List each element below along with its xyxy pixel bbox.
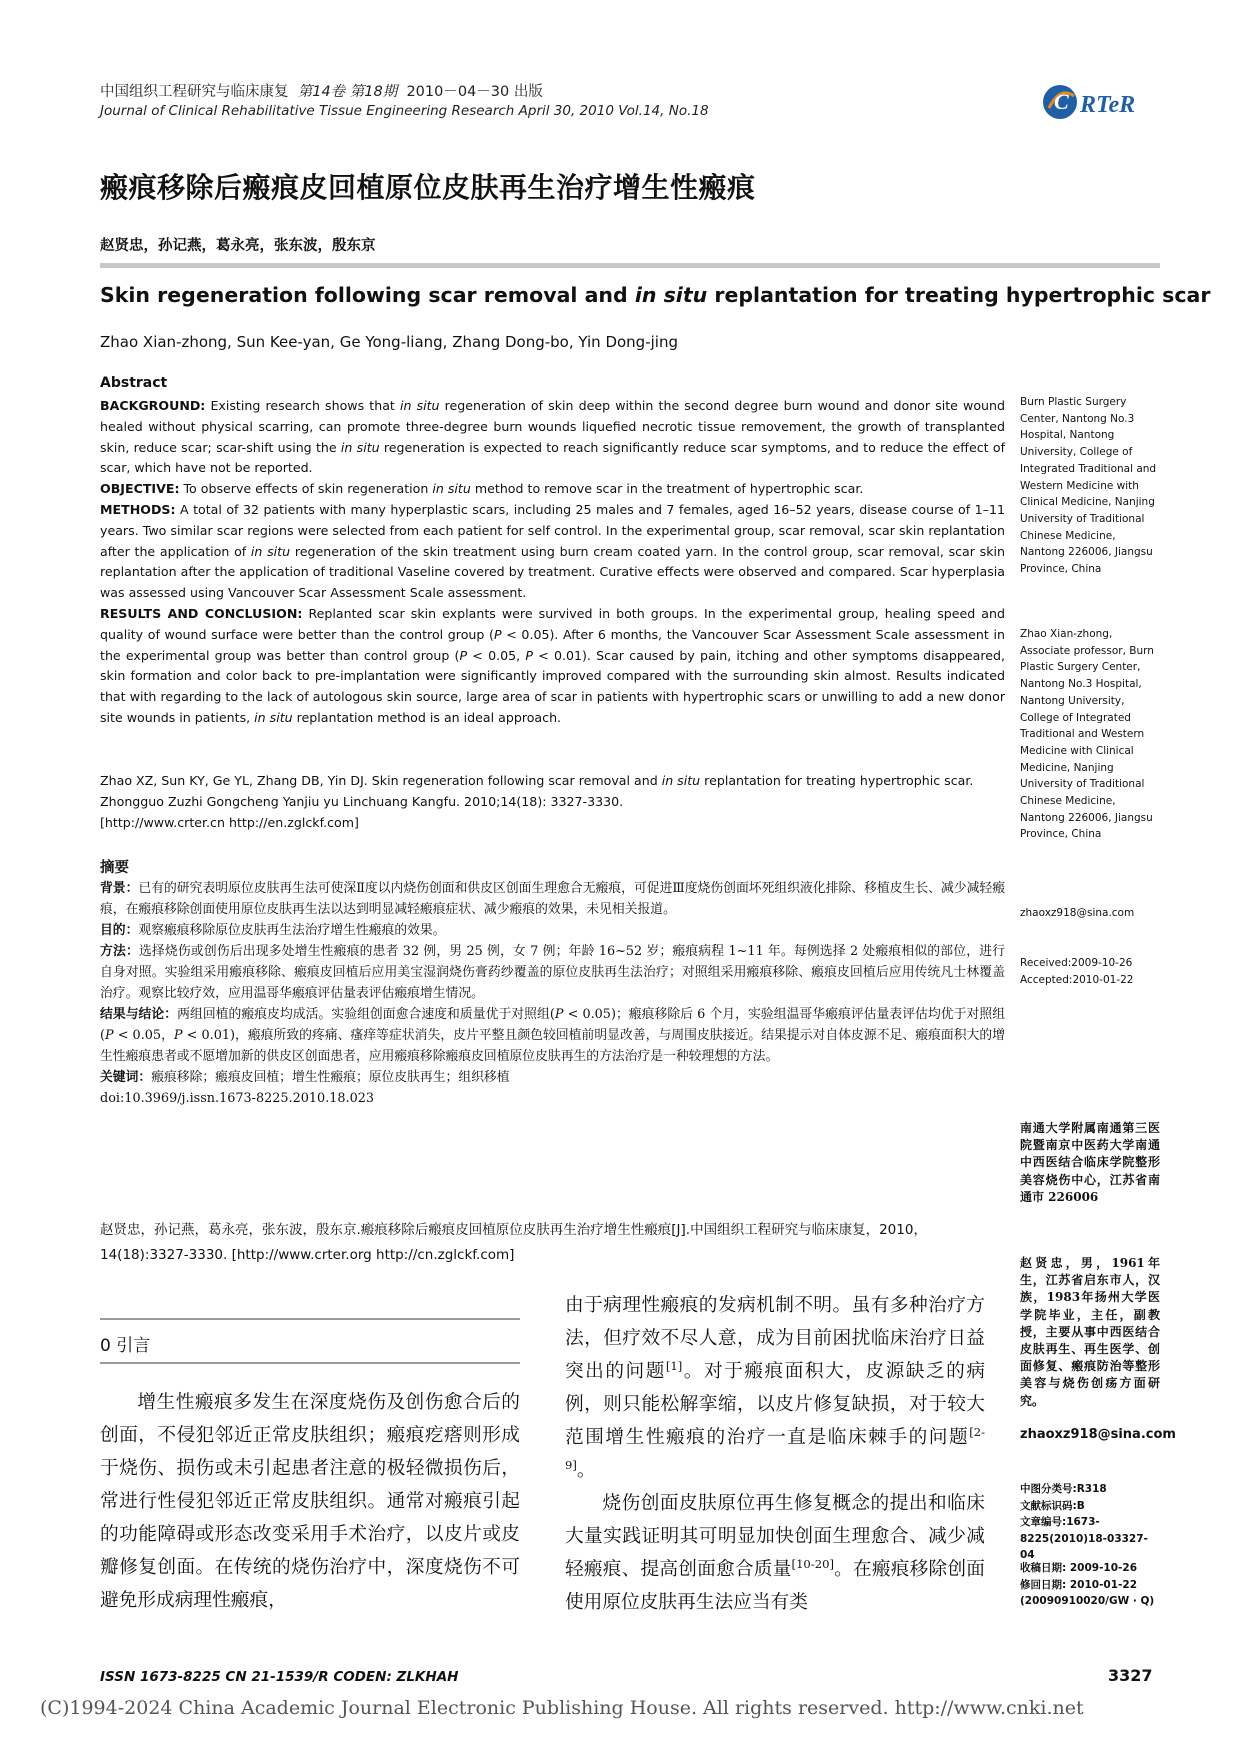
intro-paragraph: 增生性瘢痕多发生在深度烧伤及创伤愈合后的创面，不侵犯邻近正常皮肤组织；瘢痕疙瘩则形成于烧伤、损伤或未引起患者注意的极轻微损伤后，常进行性侵犯邻近正常皮肤组织。通常对瘢痕引起的功能障碍或形态改变采用手术治疗，以皮片或皮瓣修复创面。在传统的烧伤治疗中，深度烧伤不可避免形成病理性瘢痕， xyxy=(100,1392,520,1611)
abstract-cn-heading: 摘要 xyxy=(100,860,129,876)
classification-info xyxy=(1020,1481,1160,1564)
received-date-cn: 收稿日期: 2009-10-26 xyxy=(1020,1562,1138,1574)
revision-code: (20090910020/GW · Q) xyxy=(1020,1595,1155,1607)
article-number: 文章编号:1673-8225(2010)18-03327-04 xyxy=(1020,1516,1148,1561)
crter-logo xyxy=(1040,78,1160,126)
citation-en: Zhao XZ, Sun KY, Ge YL, Zhang DB, Yin DJ. Skin regeneration following scar removal and in situ replantation for treating hypertrophic scar. Zhongguo Zuzhi Gongcheng Yanjiu yu Linchuang Kangfu. 2010;14(18): 3327-3330. [http://www.crter.cn http://en.zglckf.com] xyxy=(100,773,974,830)
section-rule-top xyxy=(100,1318,520,1320)
classification-number: 中图分类号:R318 xyxy=(1020,1483,1107,1495)
reference-marker: [1] xyxy=(665,1358,683,1373)
doi[interactable]: doi:10.3969/j.issn.1673-8225.2010.18.023 xyxy=(100,1091,375,1106)
affiliation-cn: 南通大学附属南通第三医院暨南京中医药大学南通中西医结合临床学院整形美容烧伤中心，江苏省南通市 226006 xyxy=(1020,1121,1160,1204)
intro-paragraph: 烧伤创面皮肤原位再生修复概念的提出和临床大量实践证明其可明显加快创面生理愈合、减少减轻瘢痕、提高创面愈合质量[10-20]。在瘢痕移除创面使用原位皮肤再生法应当有类 xyxy=(565,1493,985,1613)
section-heading-intro: 0 引言 xyxy=(100,1336,151,1356)
citation-cn: 赵贤忠，孙记燕，葛永亮，张东波，殷东京.瘢痕移除后瘢痕皮回植原位皮肤再生治疗增生性瘢痕[J].中国组织工程研究与临床康复，2010，14(18):3327-3330. [http://www.crter.org http://cn.zglckf.com] xyxy=(100,1222,927,1263)
journal-issue-cn: 第14卷 第18期 xyxy=(297,84,398,100)
journal-name-cn: 中国组织工程研究与临床康复 xyxy=(100,84,289,100)
abstract-body xyxy=(100,396,1005,729)
journal-header-en: Journal of Clinical Rehabilitative Tissue Engineering Research April 30, 2010 Vol.14, No.18 xyxy=(100,103,709,119)
received-info-cn xyxy=(1020,1560,1160,1610)
abstract-background: BACKGROUND: Existing research shows that in situ regeneration of skin deep within the second degree burn wound and donor site wound healed without physical scarring, can promote three-degree burn wounds liquefied necrotic tissue removement, the growth of transplanted skin, reduce scar; scar-shift using the in situ regeneration is expected to reach significantly reduce scar symptoms, and to reduce the effect of scar, which have not be reported. xyxy=(100,398,1006,476)
reference-marker: [2-9] xyxy=(565,1424,985,1472)
page-number: 3327 xyxy=(1108,1666,1153,1685)
abstract-heading: Abstract xyxy=(100,375,168,391)
dates-en xyxy=(1020,955,1160,988)
intro-paragraph: 由于病理性瘢痕的发病机制不明。虽有多种治疗方法，但疗效不尽人意，成为目前困扰临床治疗日益突出的问题[1]。对于瘢痕面积大，皮源缺乏的病例，则只能松解挛缩，以皮片修复缺损，对于较大范围增生性瘢痕的治疗一直是临床棘手的问题[2-9]。 xyxy=(565,1295,986,1481)
abstract-objective: OBJECTIVE: To observe effects of skin regeneration in situ method to remove scar in the treatment of hypertrophic scar. xyxy=(100,481,864,497)
intro-left-column xyxy=(100,1386,520,1617)
section-rule-bottom xyxy=(100,1362,520,1364)
intro-right-column xyxy=(565,1289,985,1619)
abstract-cn-body xyxy=(100,878,1005,1109)
author-bio-cn: 赵贤忠，男，1961年生，江苏省启东市人，汉族，1983年扬州大学医学院毕业，主任，副教授，主要从事中西医结合皮肤再生、再生医学、创面修复、瘢痕防治等整形美容与烧伤创疡方面研究。 xyxy=(1020,1256,1160,1408)
document-code: 文献标识码:B xyxy=(1020,1499,1085,1512)
abstract-cn-methods: 方法：选择烧伤或创伤后出现多处增生性瘢痕的患者 32 例，男 25 例，女 7 例；年龄 16~52 岁；瘢痕病程 1~11 年。每例选择 2 处瘢痕相似的部位，进行自身对照。实验组采用瘢痕移除、瘢痕皮回植后应用美宝湿润烧伤膏药纱覆盖的原位皮肤再生法治疗；对照组采用瘢痕移除、瘢痕皮回植后应用传统凡士林覆盖治疗。观察比较疗效，应用温哥华瘢痕评估量表评估瘢痕增生情况。 xyxy=(100,944,1006,1001)
reference-marker: [10-20] xyxy=(791,1556,834,1571)
journal-header-cn xyxy=(100,80,543,101)
footer-issn: ISSN 1673-8225 CN 21-1539/R CODEN: ZLKHAH xyxy=(100,1669,459,1685)
abstract-methods: METHODS: A total of 32 patients with many hyperplastic scars, including 25 males and 7 females, aged 16–52 years, disease course of 1–11 years. Two similar scar regions were selected from each patient for self control. In the experimental group, scar removal, scar skin replantation after the application of in situ regeneration of the skin treatment using burn cream coated yarn. In the control group, scar removal, scar skin replantation after the application of traditional Vaseline covered by treatment. Curative effects were observed and compared. Scar hyperplasia was assessed using Vancouver Scar Assessment Scale assessment. xyxy=(100,501,1005,601)
author-bio-en: Zhao Xian-zhong, Associate professor, Burn Plastic Surgery Center, Nantong No.3 Hospital, Nantong University, College of Integrated Traditional and Western Medicine with Clinical Medicine, Nanjing University of Traditional Chinese Medicine, Nantong 226006, Jiangsu Province, China xyxy=(1020,628,1154,841)
title-cn: 瘢痕移除后瘢痕皮回植原位皮肤再生治疗增生性瘢痕 xyxy=(100,171,756,204)
abstract-cn-keywords: 关键词：瘢痕移除；瘢痕皮回植；增生性瘢痕；原位皮肤再生；组织移植 xyxy=(100,1070,510,1085)
citation-urls[interactable]: [http://www.crter.cn http://en.zglckf.com] xyxy=(100,814,359,830)
accepted-date: Accepted:2010-01-22 xyxy=(1020,973,1134,986)
email-en[interactable]: zhaoxz918@sina.com xyxy=(1020,907,1135,919)
svg-text:C: C xyxy=(1054,89,1069,114)
authors-en: Zhao Xian-zhong, Sun Kee-yan, Ge Yong-liang, Zhang Dong-bo, Yin Dong-jing xyxy=(100,333,678,351)
abstract-cn-results: 结果与结论：两组回植的瘢痕皮均成活。实验组创面愈合速度和质量优于对照组(P < 0.05)；瘢痕移除后 6 个月，实验组温哥华瘢痕评估量表评估均优于对照组(P < 0.05，P < 0.01)，瘢痕所致的疼痛、瘙痒等症状消失，皮片平整且颜色较回植前明显改善，与周围皮肤接近。结果提示对自体皮源不足、瘢痕面积大的增生性瘢痕患者或不愿增加新的供皮区创面患者，应用瘢痕移除瘢痕皮回植原位皮肤再生的方法治疗是一种较理想的方法。 xyxy=(100,1007,1006,1064)
abstract-results: RESULTS AND CONCLUSION: Replanted scar skin explants were survived in both groups. In the experimental group, healing speed and quality of wound surface were better than the control group (P < 0.05). After 6 months, the Vancouver Scar Assessment Scale assessment in the experimental group was better than control group (P < 0.05, P < 0.01). Scar caused by pain, itching and other symptoms disappeared, skin formation and color back to pre-implantation were significantly improved compared with the surrounding skin almost. Results indicated that with regarding to the lack of autologous skin source, large area of scar in patients with hypertrophic scars or unwilling to add a new donor site wounds in patients, in situ replantation method is an ideal approach. xyxy=(100,605,1005,725)
svg-text:RTeR: RTeR xyxy=(1080,92,1136,118)
title-divider xyxy=(100,263,1160,268)
journal-date-cn: 2010－04－30 出版 xyxy=(406,84,543,100)
affiliation-en: Burn Plastic Surgery Center, Nantong No.3 Hospital, Nantong University, College of Integrated Traditional and Western Medicine with Clinical Medicine, Nanjing University of Traditional Chinese Medicine, Nantong 226006, Jiangsu Province, China xyxy=(1020,396,1157,576)
abstract-cn-objective: 目的：观察瘢痕移除原位皮肤再生法治疗增生性瘢痕的效果。 xyxy=(100,923,446,938)
abstract-cn-background: 背景：已有的研究表明原位皮肤再生法可使深Ⅱ度以内烧伤创面和供皮区创面生理愈合无瘢痕，可促进Ⅲ度烧伤创面坏死组织液化排除、移植皮生长、减少减轻瘢痕，在瘢痕移除创面使用原位皮肤再生法以达到明显减轻瘢痕症状、减少瘢痕的效果，未见相关报道。 xyxy=(100,881,1005,917)
email-cn[interactable]: zhaoxz918@sina.com xyxy=(1020,1427,1176,1442)
copyright-watermark: (C)1994-2024 China Academic Journal Electronic Publishing House. All rights reserved. http://www.cnki.net xyxy=(40,1697,1084,1719)
title-en: Skin regeneration following scar removal and in situ replantation for treating hypertrophic scar xyxy=(100,283,1211,307)
revised-date-cn: 修回日期: 2010-01-22 xyxy=(1020,1578,1138,1591)
authors-cn: 赵贤忠，孙记燕，葛永亮，张东波，殷东京 xyxy=(100,238,376,254)
received-date: Received:2009-10-26 xyxy=(1020,957,1133,969)
